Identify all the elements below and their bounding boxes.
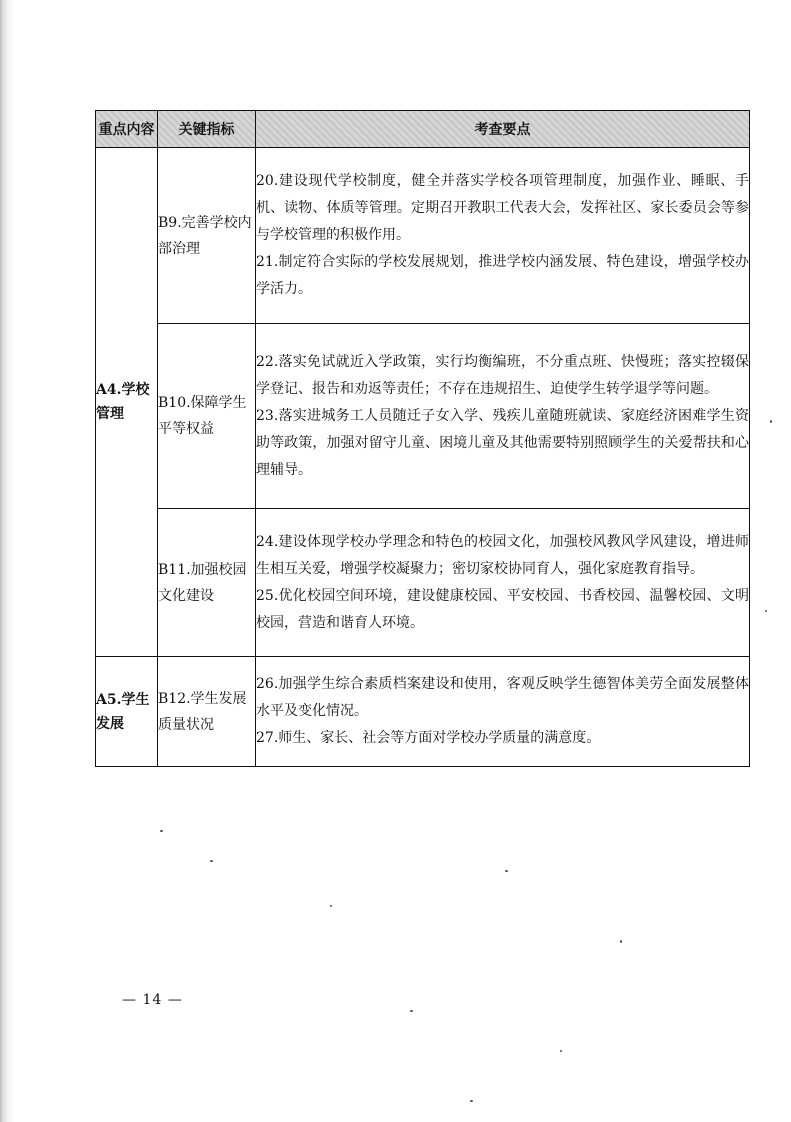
points-cell-b9: [256, 148, 750, 324]
indicator-cell-b11: B11.加强校园文化建设: [158, 509, 256, 657]
point-22: 22.落实免试就近入学政策，实行均衡编班，不分重点班、快慢班；落实控辍保学登记、报告和劝返等责任；不存在违规招生、迫使学生转学退学等问题。: [256, 353, 749, 397]
page-number: — 14 —: [122, 992, 183, 1008]
indicator-cell-b9: B9.完善学校内部治理: [158, 148, 256, 324]
points-cell-b10: [256, 324, 750, 509]
scan-speck: [620, 940, 622, 943]
scan-speck: [770, 420, 772, 423]
points-cell-b11: [256, 509, 750, 657]
table-row: [96, 148, 750, 324]
table-row: [96, 509, 750, 657]
point-23: 23.落实进城务工人员随迁子女入学、残疾儿童随班就读、家庭经济困难学生资助等政策，加强对留守儿童、困境儿童及其他需要特别照顾学生的关爱帮扶和心理辅导。: [256, 407, 749, 478]
point-20: 20.建设现代学校制度，健全并落实学校各项管理制度，加强作业、睡眠、手机、读物、体质等管理。定期召开教职工代表大会，发挥社区、家长委员会等参与学校管理的积极作用。: [256, 173, 749, 243]
scan-speck: [470, 1100, 473, 1102]
points-cell-b12: [256, 657, 750, 767]
scan-speck: [410, 1010, 413, 1012]
scan-speck: [505, 870, 508, 872]
evaluation-table: [95, 110, 750, 767]
indicator-cell-b12: B12.学生发展质量状况: [158, 657, 256, 767]
focus-cell-a5: A5.学生发展: [96, 657, 158, 767]
point-25: 25.优化校园空间环境，建设健康校园、平安校园、书香校园、温馨校园、文明校园，营造和谐育人环境。: [256, 587, 749, 631]
scan-speck: [765, 610, 767, 612]
scan-speck: [160, 830, 163, 832]
point-27: 27.师生、家长、社会等方面对学校办学质量的满意度。: [256, 730, 601, 746]
point-21: 21.制定符合实际的学校发展规划，推进学校内涵发展、特色建设，增强学校办学活力。: [256, 254, 749, 297]
header-focus: 重点内容: [96, 111, 158, 148]
header-indicator: 关键指标: [158, 111, 256, 148]
scan-edge: [0, 0, 14, 1122]
table-row: [96, 657, 750, 767]
point-26: 26.加强学生综合素质档案建设和使用，客观反映学生德智体美劳全面发展整体水平及变化情况。: [256, 676, 749, 719]
scan-speck: [560, 1050, 562, 1052]
scan-speck: [330, 905, 332, 907]
scan-speck: [210, 860, 213, 862]
focus-cell-a4: A4.学校管理: [96, 148, 158, 657]
table-header-row: [96, 111, 750, 148]
header-points: 考查要点: [256, 111, 750, 148]
indicator-cell-b10: B10.保障学生平等权益: [158, 324, 256, 509]
table-row: [96, 324, 750, 509]
point-24: 24.建设体现学校办学理念和特色的校园文化，加强校风教风学风建设，增进师生相互关爱，增强学校凝聚力；密切家校协同育人，强化家庭教育指导。: [256, 533, 749, 577]
